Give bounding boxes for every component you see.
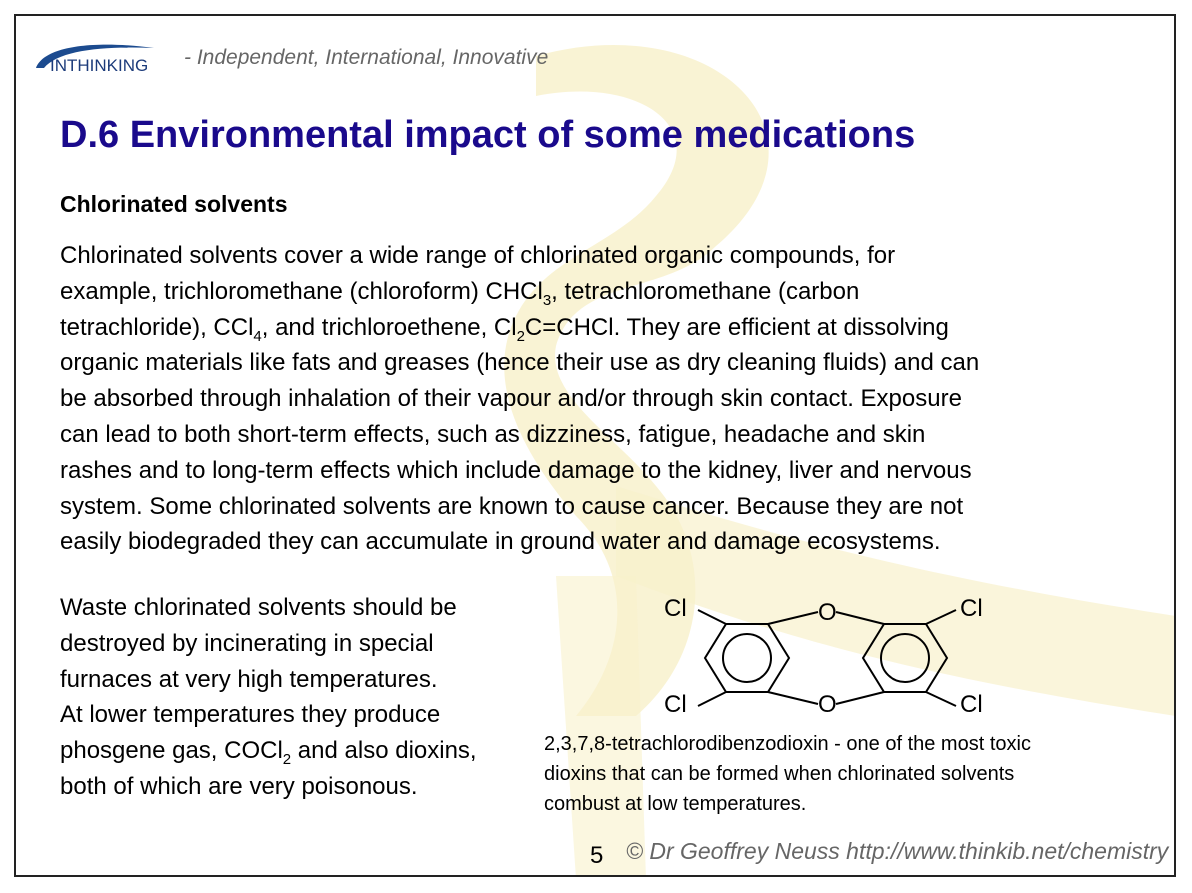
logo-mark (34, 38, 184, 78)
copyright-notice: © Dr Geoffrey Neuss http://www.thinkib.net/chemistry (626, 838, 1169, 864)
text-run: destroyed by incinerating in special (60, 629, 434, 657)
paragraph-line (60, 524, 1150, 560)
cl-label-top-left: Cl (664, 595, 687, 622)
oxygen-label-bottom: O (818, 691, 837, 716)
text-run: tetrachloride), CCl (60, 313, 254, 341)
bond-cl-bottom-left (698, 692, 726, 706)
right-aromatic-circle (881, 634, 929, 682)
paragraph-line (60, 274, 1150, 310)
cl-label-bottom-left: Cl (664, 691, 687, 716)
paragraph-line (60, 733, 530, 769)
text-run: example, trichloromethane (chloroform) CHCl (60, 277, 543, 305)
text-run: , and trichloroethene, Cl (261, 313, 517, 341)
caption-line: dioxins that can be formed when chlorinated solvents (544, 763, 1015, 785)
paragraph-line (60, 310, 1150, 346)
dioxin-structure-diagram (636, 586, 1016, 716)
subscript: 2 (516, 327, 525, 345)
text-run: easily biodegraded they can accumulate in ground water and damage ecosystems. (60, 528, 941, 556)
text-run: organic materials like fats and greases (hence their use as dry cleaning fluids) and can (60, 349, 980, 377)
text-run: and also dioxins, (291, 737, 477, 765)
section-subheading: Chlorinated solvents (60, 191, 288, 217)
bond-cl-top-left (698, 610, 726, 624)
left-aromatic-circle (723, 634, 771, 682)
text-run: be absorbed through inhalation of their vapour and/or through skin contact. Exposure (60, 385, 962, 413)
text-run: system. Some chlorinated solvents are known to cause cancer. Because they are not (60, 492, 964, 520)
oxygen-label-top: O (818, 599, 837, 626)
paragraph-line (60, 489, 1150, 525)
paragraph-line (60, 769, 530, 805)
text-run: rashes and to long-term effects which include damage to the kidney, liver and nervous (60, 456, 972, 484)
text-run: C=CHCl. They are efficient at dissolving (524, 313, 949, 341)
text-run: phosgene gas, COCl (60, 737, 283, 765)
inthinking-logo (34, 38, 184, 78)
cl-label-top-right: Cl (960, 595, 983, 622)
text-run: Waste chlorinated solvents should be (60, 594, 457, 621)
cl-label-bottom-right: Cl (960, 691, 983, 716)
paragraph-line (60, 590, 530, 626)
bond-cl-top-right (926, 610, 956, 624)
paragraph-line (60, 453, 1150, 489)
bond-o-top-left (768, 612, 818, 624)
main-paragraph (60, 238, 1150, 560)
caption-line: combust at low temperatures. (544, 793, 807, 815)
logo-text: INTHINKING (50, 56, 149, 75)
caption-line: 2,3,7,8-tetrachlorodibenzodioxin - one of the most toxic (544, 733, 1031, 755)
bond-cl-bottom-right (926, 692, 956, 706)
bond-o-bottom-left (768, 692, 818, 704)
text-run: , tetrachloromethane (carbon (551, 277, 860, 305)
subscript: 2 (282, 751, 292, 769)
subscript: 3 (542, 291, 552, 309)
text-run: At lower temperatures they produce (60, 701, 441, 729)
paragraph-line (60, 662, 530, 698)
page-number: 5 (590, 842, 604, 869)
text-run: both of which are very poisonous. (60, 772, 418, 800)
paragraph-line (60, 417, 1150, 453)
paragraph-line (60, 345, 1150, 381)
slide-frame (14, 14, 1176, 877)
subscript: 4 (253, 327, 262, 345)
slide-title: D.6 Environmental impact of some medications (60, 114, 916, 156)
paragraph-line (60, 626, 530, 662)
text-run: can lead to both short-term effects, such as dizziness, fatigue, headache and skin (60, 420, 926, 448)
paragraph-line (60, 381, 1150, 417)
text-run: Chlorinated solvents cover a wide range of chlorinated organic compounds, for (60, 242, 896, 269)
bond-o-bottom-right (836, 692, 884, 704)
diagram-caption (544, 729, 1164, 819)
tagline: - Independent, International, Innovative (184, 46, 549, 69)
bond-o-top-right (836, 612, 884, 624)
text-run: furnaces at very high temperatures. (60, 665, 438, 693)
disposal-paragraph (60, 590, 530, 805)
paragraph-line (60, 697, 530, 733)
paragraph-line (60, 238, 1150, 274)
